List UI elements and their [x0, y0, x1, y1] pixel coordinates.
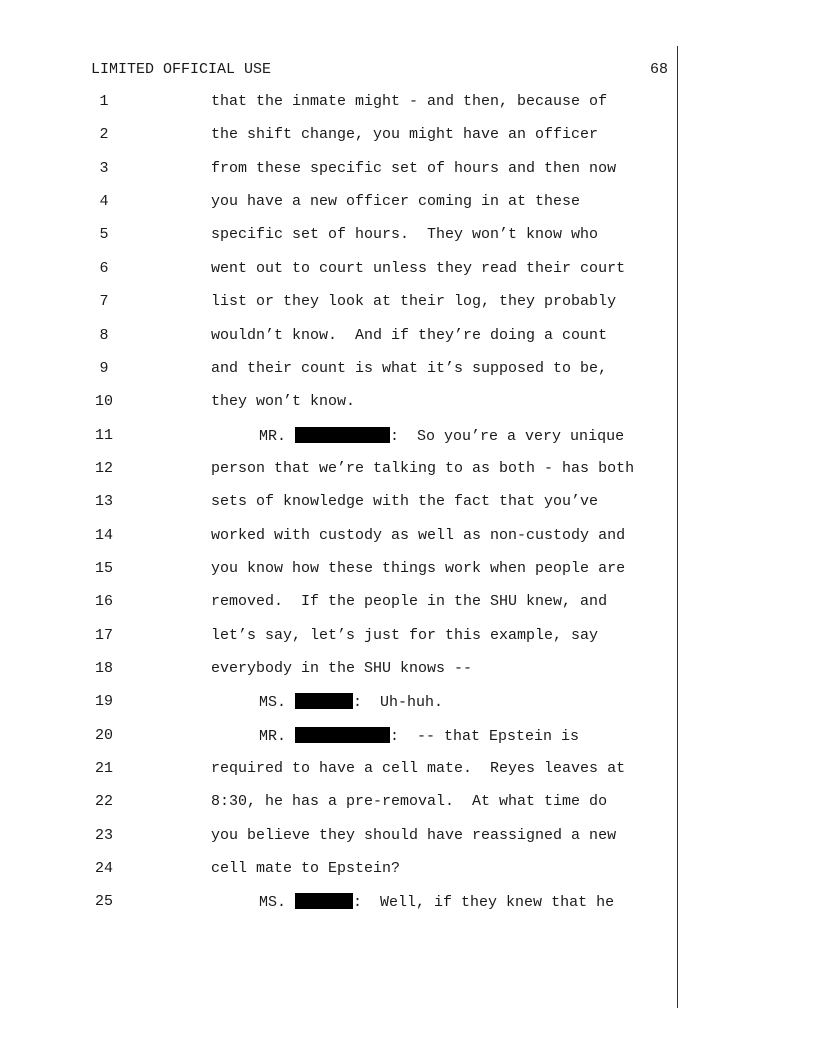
line-number: 17 — [94, 626, 113, 644]
transcript-line — [0, 660, 816, 682]
line-number: 2 — [99, 126, 109, 144]
line-number: 5 — [99, 226, 109, 244]
speaker-label: MR. — [259, 427, 287, 445]
line-text: everybody in the SHU knows -- — [211, 660, 473, 677]
line-text: you know how these things work when people are — [211, 559, 626, 577]
line-number: 10 — [94, 393, 113, 411]
line-text: they won’t know. — [211, 393, 356, 411]
line-text: from these specific set of hours and then now — [211, 159, 617, 177]
spoken-text: : -- that Epstein is — [390, 727, 580, 745]
redaction-box — [295, 893, 353, 909]
transcript-line — [0, 760, 816, 782]
line-number: 9 — [99, 359, 109, 377]
line-text: you believe they should have reassigned a new — [211, 826, 617, 844]
line-number: 3 — [99, 159, 109, 177]
line-number: 15 — [94, 559, 113, 577]
transcript-line — [0, 126, 816, 148]
transcript-line — [0, 527, 816, 549]
transcript-line — [0, 893, 816, 915]
transcript-line — [0, 493, 816, 515]
transcript-line — [0, 693, 816, 715]
transcript-line — [0, 860, 816, 882]
transcript-line — [0, 260, 816, 282]
speaker-line — [259, 693, 443, 711]
speaker-line — [259, 893, 614, 911]
line-number: 19 — [94, 693, 113, 711]
transcript-line — [0, 560, 816, 582]
line-text: cell mate to Epstein? — [211, 860, 401, 878]
line-text: let’s say, let’s just for this example, say — [211, 626, 599, 644]
transcript-line — [0, 327, 816, 349]
line-text: that the inmate might - and then, because of — [211, 93, 608, 110]
speaker-line — [259, 427, 624, 445]
speaker-line — [259, 727, 579, 745]
classification-header: LIMITED OFFICIAL USE — [91, 61, 272, 78]
speaker-label: MS. — [259, 694, 287, 712]
speaker-label: MS. — [259, 894, 287, 912]
line-text: required to have a cell mate. Reyes leaves at — [211, 760, 626, 777]
line-text: the shift change, you might have an officer — [211, 126, 599, 144]
spoken-text: : Well, if they knew that he — [353, 894, 615, 912]
transcript-line — [0, 226, 816, 248]
transcript-line — [0, 727, 816, 749]
transcript-line — [0, 427, 816, 449]
redaction-box — [295, 727, 390, 743]
speaker-label: MR. — [259, 727, 287, 745]
line-number: 6 — [99, 259, 109, 277]
line-number: 22 — [94, 793, 113, 811]
line-text: sets of knowledge with the fact that you’ve — [211, 493, 599, 511]
line-text: and their count is what it’s supposed to be, — [211, 359, 608, 377]
line-text: you have a new officer coming in at these — [211, 193, 581, 211]
transcript-line — [0, 93, 816, 115]
line-number: 12 — [94, 459, 113, 477]
line-text: worked with custody as well as non-custody and — [211, 526, 626, 544]
line-number: 23 — [94, 826, 113, 844]
line-number: 11 — [94, 426, 113, 444]
transcript-line — [0, 593, 816, 615]
line-number: 14 — [94, 526, 113, 544]
line-number: 21 — [94, 760, 113, 777]
line-text: list or they look at their log, they probably — [211, 293, 617, 311]
line-text: 8:30, he has a pre-removal. At what time do — [211, 793, 608, 811]
line-text: person that we’re talking to as both - has both — [211, 459, 635, 477]
line-text: specific set of hours. They won’t know who — [211, 226, 599, 244]
line-text: wouldn’t know. And if they’re doing a count — [211, 326, 608, 344]
transcript-line — [0, 193, 816, 215]
line-text: removed. If the people in the SHU knew, and — [211, 593, 608, 611]
transcript-line — [0, 460, 816, 482]
spoken-text: : So you’re a very unique — [390, 427, 625, 445]
page-number: 68 — [649, 61, 668, 78]
transcript-line — [0, 360, 816, 382]
line-number: 7 — [99, 293, 109, 311]
redaction-box — [295, 427, 390, 443]
line-number: 16 — [94, 593, 113, 611]
transcript-line — [0, 160, 816, 182]
line-number: 20 — [94, 726, 113, 744]
transcript-line — [0, 627, 816, 649]
line-number: 24 — [94, 860, 113, 878]
transcript-line — [0, 393, 816, 415]
line-number: 18 — [94, 660, 113, 677]
transcript-line — [0, 827, 816, 849]
redaction-box — [295, 693, 353, 709]
transcript-line — [0, 293, 816, 315]
line-number: 13 — [94, 493, 113, 511]
spoken-text: : Uh-huh. — [353, 694, 444, 712]
line-number: 25 — [94, 893, 113, 911]
line-text: went out to court unless they read their court — [211, 259, 626, 277]
line-number: 8 — [99, 326, 109, 344]
line-number: 1 — [99, 93, 109, 110]
transcript-line — [0, 793, 816, 815]
line-number: 4 — [99, 193, 109, 211]
